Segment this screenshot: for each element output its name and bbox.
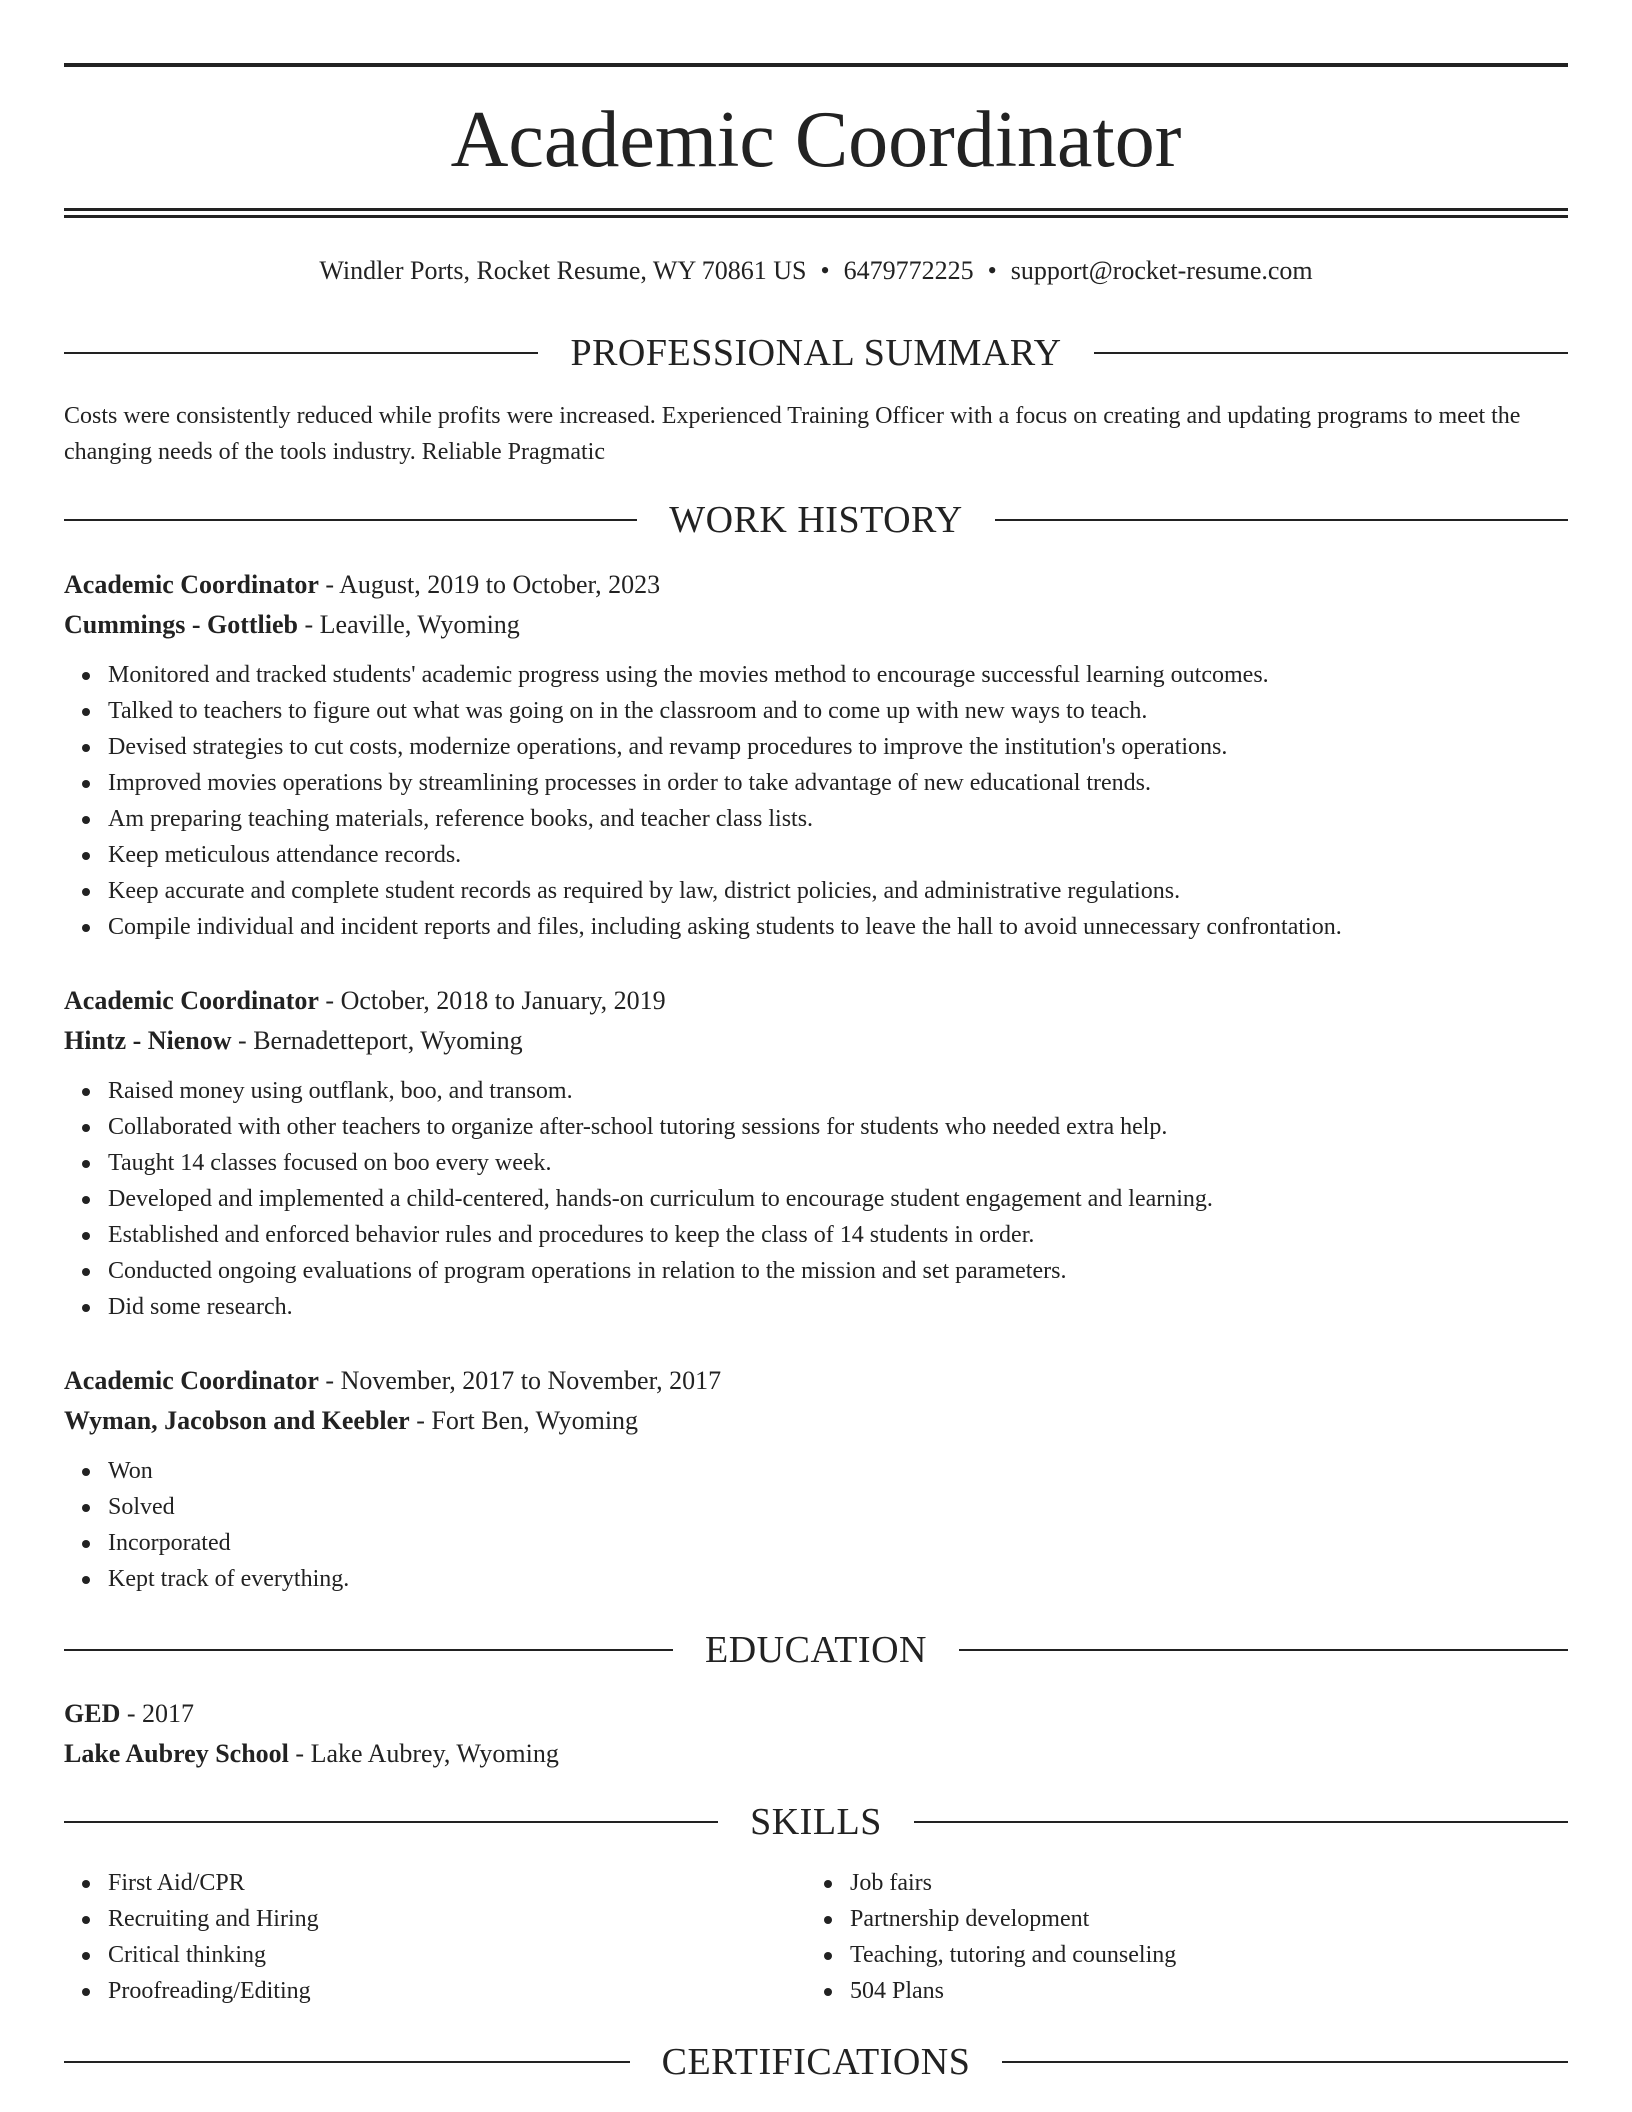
job-company-line xyxy=(64,1401,1568,1441)
list-item: Kept track of everything. xyxy=(108,1561,1568,1597)
list-item: Am preparing teaching materials, reference books, and teacher class lists. xyxy=(108,801,1568,837)
skill-item: Job fairs xyxy=(850,1865,1548,1901)
contact-separator: • xyxy=(987,256,997,285)
section-header-summary xyxy=(64,331,1568,375)
education-school: Lake Aubrey School xyxy=(64,1739,289,1768)
list-item: Raised money using outflank, boo, and transom. xyxy=(108,1073,1568,1109)
list-item: Keep accurate and complete student records as required by law, district policies, and administrative regulations. xyxy=(108,873,1568,909)
contact-email: support@rocket-resume.com xyxy=(1010,256,1313,285)
section-header-work xyxy=(64,498,1568,542)
section-rule-right xyxy=(1002,2061,1568,2063)
section-rule-left xyxy=(64,1649,673,1651)
list-item: Did some research. xyxy=(108,1289,1568,1325)
list-item: Monitored and tracked students' academic progress using the movies method to encourage successful learning outcomes. xyxy=(108,657,1568,693)
section-rule-left xyxy=(64,2061,630,2063)
section-rule-right xyxy=(959,1649,1568,1651)
section-header-certifications xyxy=(64,2040,1568,2084)
job-dates: - August, 2019 to October, 2023 xyxy=(318,570,661,599)
contact-address: Windler Ports, Rocket Resume, WY 70861 US xyxy=(319,256,807,285)
job-title-line xyxy=(64,981,1568,1021)
section-title-work: WORK HISTORY xyxy=(669,499,963,541)
job-title-line xyxy=(64,1361,1568,1401)
job-company-line xyxy=(64,1021,1568,1061)
list-item: Keep meticulous attendance records. xyxy=(108,837,1568,873)
contact-separator: • xyxy=(820,256,830,285)
section-title-certifications: CERTIFICATIONS xyxy=(661,2041,971,2083)
education-year: - 2017 xyxy=(120,1699,195,1728)
job-title: Academic Coordinator xyxy=(64,1366,319,1395)
education-entry xyxy=(64,1694,1568,1774)
list-item: Collaborated with other teachers to organize after-school tutoring sessions for students who needed extra help. xyxy=(108,1109,1568,1145)
header-top-rule xyxy=(64,63,1568,67)
section-rule-right xyxy=(995,519,1568,521)
skill-item: First Aid/CPR xyxy=(108,1865,806,1901)
skill-item: Teaching, tutoring and counseling xyxy=(850,1937,1548,1973)
section-rule-right xyxy=(914,1821,1568,1823)
skill-item: Proofreading/Editing xyxy=(108,1973,806,2009)
header-double-rule-lower xyxy=(64,215,1568,218)
section-title-education: EDUCATION xyxy=(705,1629,927,1671)
job-entry xyxy=(64,1361,1568,1597)
skills-grid xyxy=(64,1865,1568,2009)
list-item: Won xyxy=(108,1453,1568,1489)
education-degree: GED xyxy=(64,1699,121,1728)
job-location: - Leaville, Wyoming xyxy=(298,610,520,639)
list-item: Developed and implemented a child-centered, hands-on curriculum to encourage student engagement and learning. xyxy=(108,1181,1568,1217)
skills-column-left xyxy=(64,1865,806,2009)
job-dates: - November, 2017 to November, 2017 xyxy=(318,1366,722,1395)
list-item: Compile individual and incident reports and files, including asking students to leave the hall to avoid unnecessary confrontation. xyxy=(108,909,1568,945)
job-dates: - October, 2018 to January, 2019 xyxy=(318,986,666,1015)
list-item: Solved xyxy=(108,1489,1568,1525)
contact-phone: 6479772225 xyxy=(843,256,974,285)
job-bullets xyxy=(64,1073,1568,1325)
contact-line xyxy=(64,254,1568,288)
list-item: Talked to teachers to figure out what was going on in the classroom and to come up with new ways to teach. xyxy=(108,693,1568,729)
skill-item: Critical thinking xyxy=(108,1937,806,1973)
list-item: Established and enforced behavior rules and procedures to keep the class of 14 students in order. xyxy=(108,1217,1568,1253)
education-location: - Lake Aubrey, Wyoming xyxy=(288,1739,559,1768)
list-item: Taught 14 classes focused on boo every week. xyxy=(108,1145,1568,1181)
section-header-education xyxy=(64,1628,1568,1672)
list-item: Devised strategies to cut costs, modernize operations, and revamp procedures to improve the institution's operations. xyxy=(108,729,1568,765)
page-title: Academic Coordinator xyxy=(450,96,1182,184)
section-title-summary: PROFESSIONAL SUMMARY xyxy=(570,332,1062,374)
job-company: Wyman, Jacobson and Keebler xyxy=(64,1406,410,1435)
job-company: Hintz - Nienow xyxy=(64,1026,232,1055)
job-title: Academic Coordinator xyxy=(64,570,319,599)
job-bullets xyxy=(64,657,1568,945)
section-header-skills xyxy=(64,1800,1568,1844)
job-entry xyxy=(64,565,1568,945)
job-location: - Fort Ben, Wyoming xyxy=(409,1406,639,1435)
summary-text: Costs were consistently reduced while profits were increased. Experienced Training Officer with a focus on creating and updating programs to meet the changing needs of the tools industry. Reliable Pragmatic xyxy=(64,403,1521,465)
list-item: Improved movies operations by streamlining processes in order to take advantage of new educational trends. xyxy=(108,765,1568,801)
skill-item: Partnership development xyxy=(850,1901,1548,1937)
header-double-rule-upper xyxy=(64,208,1568,211)
section-rule-right xyxy=(1094,352,1568,354)
skills-column-right xyxy=(806,1865,1548,2009)
job-bullets xyxy=(64,1453,1568,1597)
education-degree-line xyxy=(64,1694,1568,1734)
job-company-line xyxy=(64,605,1568,645)
education-school-line xyxy=(64,1734,1568,1774)
job-location: - Bernadetteport, Wyoming xyxy=(231,1026,523,1055)
section-rule-left xyxy=(64,519,637,521)
job-title-line xyxy=(64,565,1568,605)
list-item: Incorporated xyxy=(108,1525,1568,1561)
job-company: Cummings - Gottlieb xyxy=(64,610,298,639)
section-rule-left xyxy=(64,352,538,354)
section-rule-left xyxy=(64,1821,718,1823)
skill-item: Recruiting and Hiring xyxy=(108,1901,806,1937)
job-title: Academic Coordinator xyxy=(64,986,319,1015)
skill-item: 504 Plans xyxy=(850,1973,1548,2009)
section-title-skills: SKILLS xyxy=(750,1801,882,1843)
list-item: Conducted ongoing evaluations of program operations in relation to the mission and set parameters. xyxy=(108,1253,1568,1289)
job-entry xyxy=(64,981,1568,1325)
